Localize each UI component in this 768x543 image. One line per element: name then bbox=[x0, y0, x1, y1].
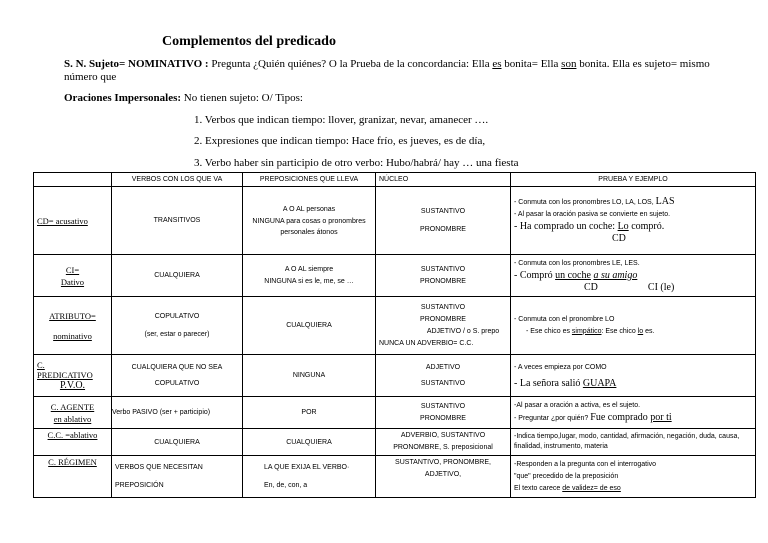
prep-cell: CUALQUIERA bbox=[243, 297, 376, 355]
prueba-cell: -Responden a la pregunta con el interrogativo "que" precedido de la preposición El texto carece de validez= de eso bbox=[511, 456, 756, 498]
verbos-cell: Verbo PASIVO (ser + participio) bbox=[112, 397, 243, 429]
table-row bbox=[34, 355, 756, 397]
prep-cell: A O AL siempre NINGUNA si es le, me, se … bbox=[243, 255, 376, 297]
nucleo-cell: SUSTANTIVO PRONOMBRE bbox=[376, 187, 511, 255]
nucleo-cell: ADJETIVO SUSTANTIVO bbox=[376, 355, 511, 397]
page-title: Complementos del predicado bbox=[162, 34, 336, 49]
sujeto-text: Pregunta ¿Quién quiénes? O la Prueba de la concordancia: Ella bbox=[208, 58, 493, 70]
table-header bbox=[34, 173, 112, 187]
table-header: VERBOS CON LOS QUE VA bbox=[112, 173, 243, 187]
row-name: C. AGENTE en ablativo bbox=[34, 397, 112, 429]
row-name: CI= Dativo bbox=[34, 255, 112, 297]
row-name: CD= acusativo bbox=[34, 187, 112, 255]
row-name: ATRIBUTO= nominativo bbox=[34, 297, 112, 355]
table-header-row bbox=[34, 173, 756, 187]
sujeto-label: S. N. Sujeto= NOMINATIVO : bbox=[64, 58, 209, 70]
prueba-cell: -Al pasar a oración a activa, es el sujeto. - Preguntar ¿por quién? Fue comprado por ti bbox=[511, 397, 756, 429]
row-name: C.C. =ablativo bbox=[34, 429, 112, 456]
prep-cell: POR bbox=[243, 397, 376, 429]
prueba-cell: - Conmuta con los pronombres LE, LES. - Compró un coche a su amigo CD CI (le) bbox=[511, 255, 756, 297]
verbos-cell: CUALQUIERA bbox=[112, 255, 243, 297]
table-header: PRUEBA Y EJEMPLO bbox=[511, 173, 756, 187]
impersonales-label: Oraciones Impersonales: bbox=[64, 92, 182, 104]
sujeto-text: bonita= Ella bbox=[501, 58, 562, 70]
impersonales-text: No tienen sujeto: O/ Tipos: bbox=[181, 92, 303, 104]
table-row bbox=[34, 456, 756, 498]
table-row bbox=[34, 297, 756, 355]
verbos-cell: VERBOS QUE NECESITAN PREPOSICIÓN bbox=[112, 456, 243, 498]
nucleo-cell: ADVERBIO, SUSTANTIVO PRONOMBRE, S. preposicional bbox=[376, 429, 511, 456]
impersonales-item: 2. Expresiones que indican tiempo: Hace frío, es jueves, es de día, bbox=[194, 135, 486, 147]
sujeto-paragraph bbox=[64, 58, 744, 84]
verbos-cell: CUALQUIERA QUE NO SEA COPULATIVO bbox=[112, 355, 243, 397]
prueba-cell: - Conmuta con el pronombre LO - Ese chico es simpático: Ese chico lo es. bbox=[511, 297, 756, 355]
table-row bbox=[34, 255, 756, 297]
nucleo-cell: SUSTANTIVO PRONOMBRE bbox=[376, 397, 511, 429]
row-name: C. RÉGIMEN bbox=[34, 456, 112, 498]
table-row bbox=[34, 187, 756, 255]
prueba-cell: -Indica tiempo,lugar, modo, cantidad, afirmación, negación, duda, causa, finalidad, instrumento, materia bbox=[511, 429, 756, 456]
impersonales-item: 1. Verbos que indican tiempo: llover, granizar, nevar, amanecer …. bbox=[194, 114, 489, 126]
prueba-cell: - Conmuta con los pronombres LO, LA, LOS, LAS - Al pasar la oración pasiva se convierte en sujeto. - Ha comprado un coche: Lo compró. CD bbox=[511, 187, 756, 255]
impersonales-item: 3. Verbo haber sin participio de otro verbo: Hubo/habrá/ hay … una fiesta bbox=[194, 157, 519, 169]
table-header: NÚCLEO bbox=[376, 173, 511, 187]
verbos-cell: CUALQUIERA bbox=[112, 429, 243, 456]
prep-cell: NINGUNA bbox=[243, 355, 376, 397]
prep-cell: LA QUE EXIJA EL VERBO· En, de, con, a bbox=[243, 456, 376, 498]
sujeto-es: es bbox=[492, 58, 502, 70]
prep-cell: A O AL personas NINGUNA para cosas o pronombres personales átonos bbox=[243, 187, 376, 255]
prueba-cell: - A veces empieza por COMO - La señora salió GUAPA bbox=[511, 355, 756, 397]
nucleo-cell: SUSTANTIVO PRONOMBRE ADJETIVO / o S. prepo NUNCA UN ADVERBIO= C.C. bbox=[376, 297, 511, 355]
impersonales-paragraph bbox=[64, 92, 303, 105]
table-row bbox=[34, 429, 756, 456]
verbos-cell: TRANSITIVOS bbox=[112, 187, 243, 255]
row-name: C. PREDICATIVO P.V.O. bbox=[34, 355, 112, 397]
table-header: PREPOSICIONES QUE LLEVA bbox=[243, 173, 376, 187]
prep-cell: CUALQUIERA bbox=[243, 429, 376, 456]
table-row bbox=[34, 397, 756, 429]
sujeto-son: son bbox=[561, 58, 577, 70]
nucleo-cell: SUSTANTIVO PRONOMBRE bbox=[376, 255, 511, 297]
sujeto-text: bonita. Ella es sujeto= mismo número que bbox=[64, 58, 710, 83]
nucleo-cell: SUSTANTIVO, PRONOMBRE, ADJETIVO, bbox=[376, 456, 511, 498]
complements-table bbox=[33, 172, 756, 498]
verbos-cell: COPULATIVO (ser, estar o parecer) bbox=[112, 297, 243, 355]
